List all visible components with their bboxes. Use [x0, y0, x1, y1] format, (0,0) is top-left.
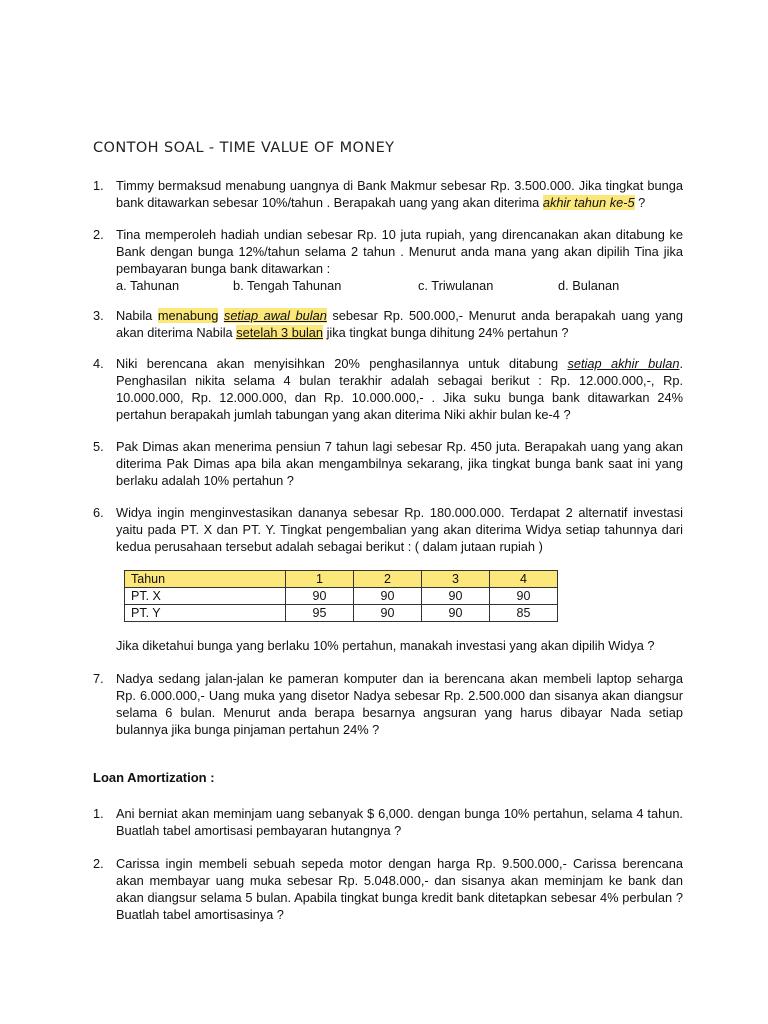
- question-number: 3.: [93, 308, 104, 323]
- question-number: 1.: [93, 178, 104, 193]
- question-5: [93, 439, 683, 490]
- text-segment: sebesar Rp. 500.000,- Menurut anda berapakah uang yang akan diterima Nabila: [116, 308, 684, 340]
- text-segment: ?: [634, 194, 646, 210]
- table-cell: 85: [490, 605, 558, 622]
- table-header-cell: 4: [490, 571, 558, 588]
- table-row: [125, 588, 558, 605]
- text-segment: Niki berencana akan menyisihkan 20% penghasilannya untuk ditabung: [116, 356, 568, 371]
- question-text: Pak Dimas akan menerima pensiun 7 tahun lagi sebesar Rp. 450 juta. Berapakah uang yang akan diterima Pak Dimas apa bila akan mengambilnya sekarang, jika tingkat bunga bank saat ini yang berlaku adalah 10% pertahun ?: [116, 439, 683, 488]
- highlighted-phrase: menabung: [157, 308, 219, 323]
- table-cell: 90: [354, 588, 422, 605]
- question-7: [93, 671, 683, 739]
- question-3: [93, 308, 683, 342]
- question-2: [93, 227, 683, 295]
- question-1: [93, 178, 683, 212]
- table-header-cell: 3: [422, 571, 490, 588]
- question-4: [93, 356, 683, 424]
- question-number: 5.: [93, 439, 104, 454]
- option-b: b. Tengah Tahunan: [233, 277, 342, 293]
- emphasized-phrase: setiap akhir bulan: [567, 356, 680, 371]
- table-cell: 90: [422, 605, 490, 622]
- table-header-cell: 1: [286, 571, 354, 588]
- question-number: 4.: [93, 356, 104, 371]
- question-text: Carissa ingin membeli sebuah sepeda motor dengan harga Rp. 9.500.000,- Carissa berencana akan membayar uang muka sebesar Rp. 5.048.000,- dan sisanya akan meminjam ke bank dan akan diangsur selama 5 bulan. Apabila tingkat bunga kredit bank ditetapkan sebesar 4% perbulan ? Buatlah tabel amortisasinya ?: [116, 856, 683, 922]
- question-text: [116, 308, 683, 342]
- text-segment: jika tingkat bunga dihitung 24% pertahun ?: [323, 324, 569, 340]
- highlighted-phrase: setelah 3 bulan: [236, 324, 324, 340]
- question-text: Nadya sedang jalan-jalan ke pameran komputer dan ia berencana akan membeli laptop seharga Rp. 6.000.000,- Uang muka yang disetor Nadya sebesar Rp. 2.500.000 dan sisanya akan diangsur selama 6 bulan. Menurut anda berapa besarnya angsuran yang harus dibayar Nada setiap bulannya jika bunga pinjaman pertahun 24% ?: [116, 671, 683, 737]
- loan-question-2: [93, 856, 683, 924]
- question-6: [93, 505, 683, 556]
- question-number: 7.: [93, 671, 104, 686]
- highlighted-phrase: akhir tahun ke-5: [542, 194, 635, 210]
- table-cell: 90: [286, 588, 354, 605]
- question-text: Ani berniat akan meminjam uang sebanyak $ 6,000. dengan bunga 10% pertahun, selama 4 tahun. Buatlah tabel amortisasi pembayaran hutangnya ?: [116, 806, 683, 838]
- question-text: Tina memperoleh hadiah undian sebesar Rp. 10 juta rupiah, yang direncanakan akan ditabung ke Bank dengan bunga 12%/tahun selama 2 tahun . Menurut anda mana yang akan dipilih Tina jika pembayaran bunga bank ditawarkan :: [116, 227, 683, 276]
- option-a: a. Tahunan: [116, 277, 180, 293]
- question-number: 2.: [93, 856, 104, 871]
- answer-options: [116, 278, 683, 295]
- table-row: [125, 605, 558, 622]
- table-cell: 90: [354, 605, 422, 622]
- text-segment: Timmy bermaksud menabung uangnya di Bank Makmur sebesar Rp. 3.500.000. Jika tingkat bunga bank ditawarkan sebesar 10%/tahun . Berapakah uang yang akan diterima: [116, 178, 683, 210]
- table-cell: 90: [422, 588, 490, 605]
- loan-question-1: [93, 806, 683, 840]
- question-text: Jika diketahui bunga yang berlaku 10% pertahun, manakah investasi yang akan dipilih Widya ?: [116, 638, 655, 653]
- table-header-cell: Tahun: [125, 571, 286, 588]
- text-segment: Nabila: [116, 308, 158, 323]
- table-cell: 95: [286, 605, 354, 622]
- question-text: [116, 178, 683, 212]
- question-text: [116, 356, 683, 424]
- text-segment: . Penghasilan nikita selama 4 bulan terakhir adalah sebagai berikut : Rp. 12.000.000,-, Rp. 10.000.000, Rp. 12.000.000, dan Rp. 10.000.000,- . Jika suku bunga bank ditawarkan 24% pertahun berapakah jumlah tabungan yang akan diterima Niki akhir bulan ke-4 ?: [116, 356, 684, 422]
- section-heading: Loan Amortization :: [93, 770, 215, 785]
- investment-table: [124, 570, 558, 622]
- question-number: 6.: [93, 505, 104, 520]
- option-c: c. Triwulanan: [418, 277, 494, 293]
- question-6-followup: [93, 638, 683, 655]
- page-title: CONTOH SOAL - TIME VALUE OF MONEY: [93, 140, 395, 156]
- table-header-row: [125, 571, 558, 588]
- question-number: 2.: [93, 227, 104, 242]
- table-cell: 90: [490, 588, 558, 605]
- question-number: 1.: [93, 806, 104, 821]
- option-d: d. Bulanan: [558, 277, 620, 293]
- highlighted-phrase: setiap awal bulan: [223, 308, 327, 323]
- table-cell: PT. X: [125, 588, 286, 605]
- table-cell: PT. Y: [125, 605, 286, 622]
- table-header-cell: 2: [354, 571, 422, 588]
- question-text: Widya ingin menginvestasikan dananya sebesar Rp. 180.000.000. Terdapat 2 alternatif investasi yaitu pada PT. X dan PT. Y. Tingkat pengembalian yang akan diterima Widya setiap tahunnya dari kedua perusahaan tersebut adalah sebagai berikut : ( dalam jutaan rupiah ): [116, 505, 683, 554]
